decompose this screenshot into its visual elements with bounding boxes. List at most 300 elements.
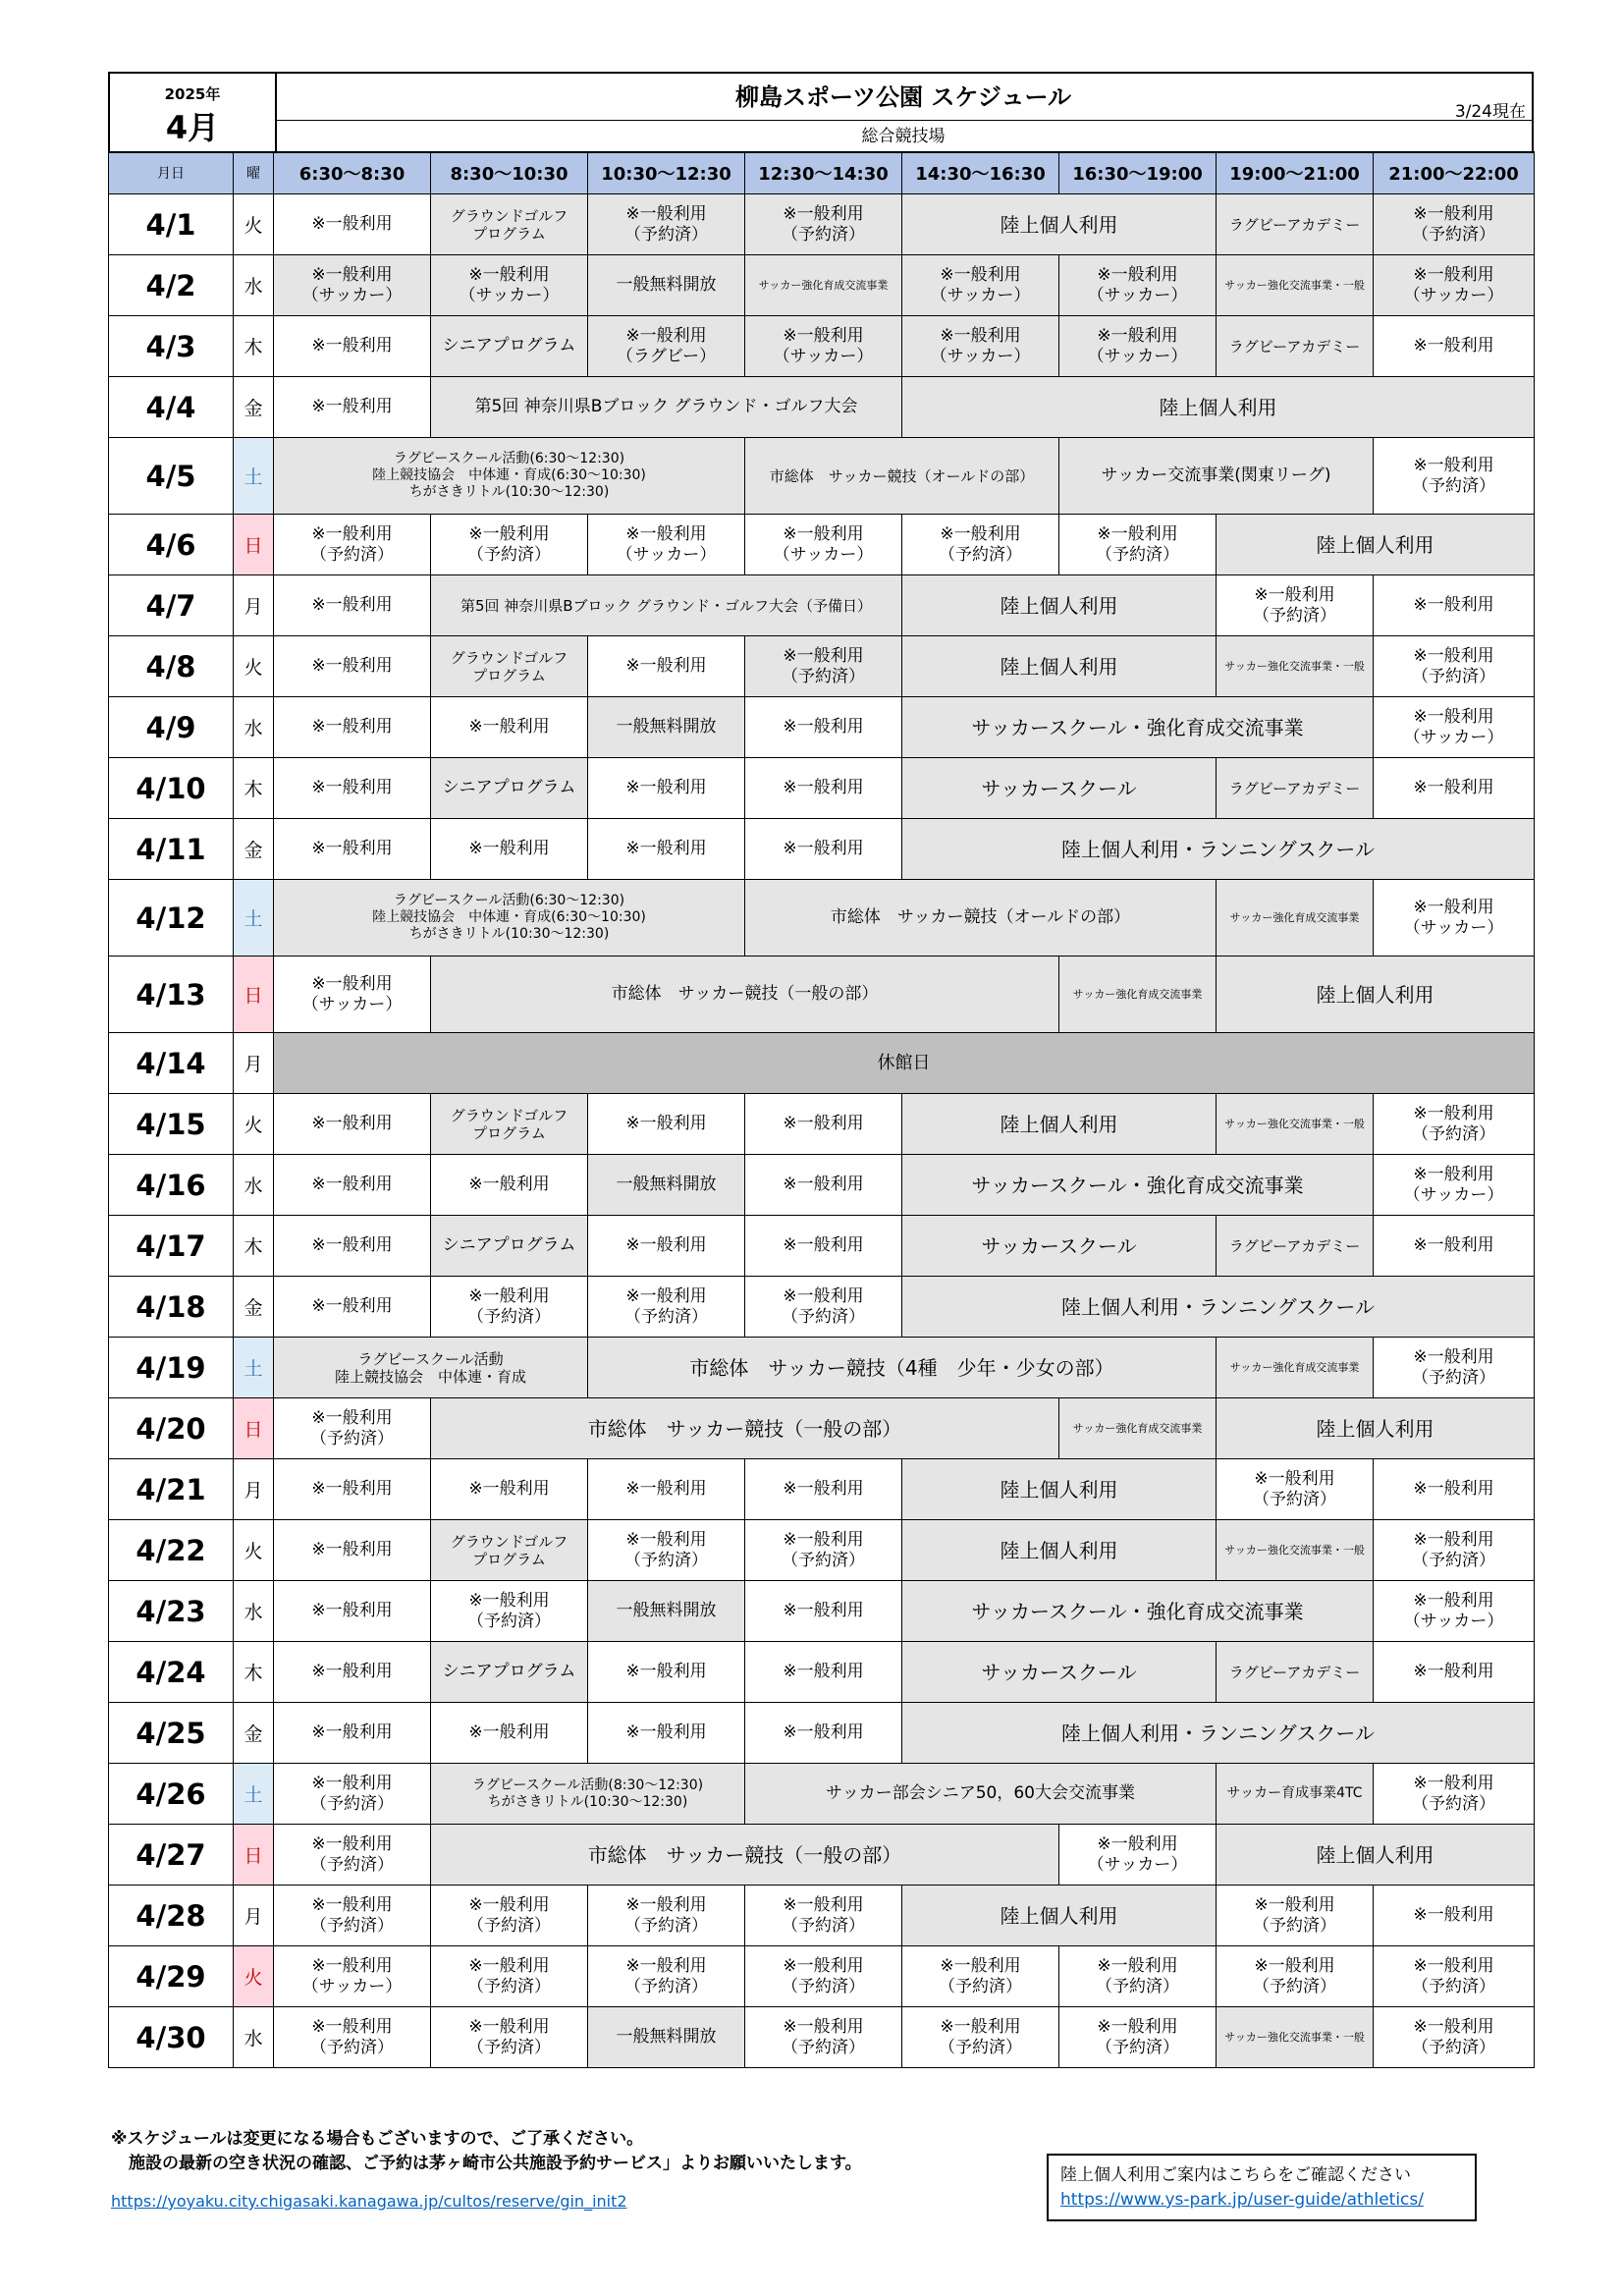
schedule-cell — [588, 697, 745, 758]
row-weekday: 金 — [234, 1277, 274, 1338]
cell-text-line: サッカー強化育成交流事業 — [1229, 1360, 1360, 1374]
schedule-cell — [745, 255, 902, 316]
row-date: 4/28 — [109, 1886, 234, 1946]
schedule-cell — [431, 1581, 588, 1642]
cell-text-line: 第5回 神奈川県Bブロック グラウンド・ゴルフ大会 — [474, 397, 858, 417]
schedule-header — [108, 72, 1534, 153]
schedule-cell — [274, 1946, 431, 2007]
header-slot-2100: 21:00〜22:00 — [1374, 152, 1535, 194]
schedule-cell — [1059, 316, 1217, 377]
schedule-row — [109, 1642, 1535, 1703]
schedule-row — [109, 515, 1535, 575]
cell-text-line: ※一般利用 — [1097, 326, 1178, 347]
cell-text-line: サッカースクール・強化育成交流事業 — [971, 1599, 1304, 1623]
row-weekday: 木 — [234, 1216, 274, 1277]
row-date: 4/12 — [109, 880, 234, 957]
schedule-cell — [1217, 1520, 1374, 1581]
cell-text-line: ※一般利用 — [311, 1175, 393, 1195]
cell-text-line: ※一般利用 — [1413, 646, 1494, 667]
row-date: 4/9 — [109, 697, 234, 758]
schedule-cell — [588, 1094, 745, 1155]
row-date: 4/18 — [109, 1277, 234, 1338]
cell-text-line: （サッカー） — [1403, 917, 1504, 938]
row-weekday: 木 — [234, 758, 274, 819]
cell-text-line: ※一般利用 — [625, 1895, 707, 1916]
schedule-cell — [274, 819, 431, 880]
cell-text-line: ※一般利用 — [311, 1479, 393, 1500]
schedule-cell — [902, 194, 1217, 255]
schedule-cell — [1059, 1398, 1217, 1459]
cell-text-line: プログラム — [472, 1123, 546, 1142]
cell-text-line: プログラム — [472, 1550, 546, 1568]
reservation-link[interactable]: https://yoyaku.city.chigasaki.kanagawa.jp/cultos/reserve/gin_init2 — [111, 2192, 627, 2211]
cell-text-line: ※一般利用 — [625, 656, 707, 677]
cell-text-line: ※一般利用 — [783, 1722, 864, 1743]
cell-text-line: ※一般利用 — [1413, 1235, 1494, 1256]
cell-text-line: ※一般利用 — [625, 1114, 707, 1134]
cell-text-line: ※一般利用 — [625, 1479, 707, 1500]
row-date: 4/8 — [109, 636, 234, 697]
cell-text-line: ※一般利用 — [1413, 898, 1494, 918]
row-date: 4/11 — [109, 819, 234, 880]
schedule-cell — [588, 1946, 745, 2007]
cell-text-line: 陸上個人利用 — [1316, 1416, 1434, 1441]
cell-text-line: （予約済） — [939, 544, 1022, 565]
row-weekday: 日 — [234, 957, 274, 1033]
row-weekday: 月 — [234, 1459, 274, 1520]
cell-text-line: ラグビーアカデミー — [1228, 337, 1361, 355]
schedule-cell — [902, 1459, 1217, 1520]
row-weekday: 土 — [234, 438, 274, 515]
header-slot-1230: 12:30〜14:30 — [745, 152, 902, 194]
header-slot-0630: 6:30〜8:30 — [274, 152, 431, 194]
schedule-cell — [1217, 194, 1374, 255]
cell-text-line: （予約済） — [939, 2037, 1022, 2057]
schedule-cell — [1217, 1338, 1374, 1398]
cell-text-line: サッカースクール・強化育成交流事業 — [971, 715, 1304, 739]
schedule-cell — [431, 1155, 588, 1216]
cell-text-line: （サッカー） — [616, 544, 717, 565]
cell-text-line: ※一般利用 — [1413, 1905, 1494, 1926]
schedule-cell — [431, 1886, 588, 1946]
schedule-cell — [431, 515, 588, 575]
cell-text-line: ※一般利用 — [783, 524, 864, 545]
cell-text-line: （サッカー） — [1403, 1611, 1504, 1631]
schedule-cell — [1374, 1155, 1535, 1216]
schedule-cell — [902, 636, 1217, 697]
row-date: 4/16 — [109, 1155, 234, 1216]
schedule-cell — [431, 758, 588, 819]
schedule-cell — [745, 1094, 902, 1155]
cell-text-line: 陸上個人利用 — [1000, 1477, 1118, 1502]
venue-label: 総合競技場 — [275, 120, 1532, 152]
cell-text-line: 陸上個人利用 — [1000, 593, 1118, 618]
athletics-guide-text: 陸上個人利用ご案内はこちらをご確認ください — [1060, 2165, 1411, 2185]
page-title: 柳島スポーツ公園 スケジュール — [735, 83, 1071, 111]
athletics-guide-box — [1047, 2154, 1477, 2221]
schedule-cell — [902, 575, 1217, 636]
cell-text-line: ※一般利用 — [625, 1286, 707, 1307]
schedule-cell — [1059, 515, 1217, 575]
cell-text-line: 市総体 サッカー競技（一般の部） — [587, 1416, 902, 1441]
cell-text-line: サッカー育成事業4TC — [1226, 1785, 1363, 1802]
schedule-cell — [431, 575, 902, 636]
schedule-row — [109, 819, 1535, 880]
schedule-cell — [1217, 1764, 1374, 1825]
schedule-cell — [902, 1520, 1217, 1581]
cell-text-line: 陸上競技協会 中体連・育成(6:30〜10:30) — [372, 467, 646, 484]
cell-text-line: 陸上個人利用 — [1316, 982, 1434, 1007]
cell-text-line: （予約済） — [1253, 605, 1336, 626]
cell-text-line: （サッカー） — [301, 285, 403, 305]
cell-text-line: ※一般利用 — [783, 646, 864, 667]
schedule-cell — [745, 438, 1059, 515]
cell-text-line: ※一般利用 — [311, 656, 393, 677]
cell-text-line: 陸上個人利用 — [1000, 212, 1118, 237]
schedule-cell — [274, 1520, 431, 1581]
cell-text-line: ※一般利用 — [1413, 778, 1494, 798]
schedule-cell — [274, 1398, 431, 1459]
schedule-cell — [1374, 438, 1535, 515]
row-date: 4/15 — [109, 1094, 234, 1155]
cell-text-line: （予約済） — [624, 1550, 708, 1570]
schedule-cell — [274, 515, 431, 575]
as-of-date: 3/24現在 — [1454, 102, 1526, 122]
cell-text-line: サッカースクール — [981, 1233, 1137, 1258]
schedule-cell — [1374, 1946, 1535, 2007]
schedule-cell — [902, 316, 1059, 377]
cell-text-line: 陸上個人利用 — [1000, 1538, 1118, 1562]
cell-text-line: ※一般利用 — [1413, 204, 1494, 225]
cell-text-line: 陸上個人利用 — [1159, 395, 1277, 419]
cell-text-line: ※一般利用 — [468, 717, 550, 738]
cell-text-line: ※一般利用 — [1097, 1956, 1178, 1977]
cell-text-line: （予約済） — [1253, 1915, 1336, 1936]
schedule-cell — [431, 1216, 588, 1277]
cell-text-line: （予約済） — [782, 224, 865, 245]
cell-text-line: ※一般利用 — [783, 1530, 864, 1551]
cell-text-line: ※一般利用 — [783, 1114, 864, 1134]
cell-text-line: （予約済） — [782, 666, 865, 686]
schedule-cell — [1217, 2007, 1374, 2068]
cell-text-line: ※一般利用 — [311, 336, 393, 356]
cell-text-line: ※一般利用 — [468, 2017, 550, 2038]
cell-text-line: ※一般利用 — [1097, 524, 1178, 545]
schedule-cell — [902, 1216, 1217, 1277]
cell-text-line: ※一般利用 — [783, 204, 864, 225]
schedule-cell — [274, 697, 431, 758]
schedule-cell — [902, 1581, 1374, 1642]
row-date: 4/19 — [109, 1338, 234, 1398]
cell-text-line: シニアプログラム — [442, 1662, 576, 1682]
row-date: 4/30 — [109, 2007, 234, 2068]
schedule-cell — [1217, 515, 1535, 575]
schedule-cell — [1374, 1520, 1535, 1581]
cell-text-line: 陸上競技協会 中体連・育成(6:30〜10:30) — [372, 909, 646, 926]
cell-text-line: シニアプログラム — [442, 778, 576, 798]
row-weekday: 水 — [234, 2007, 274, 2068]
cell-text-line: （予約済） — [939, 1976, 1022, 1996]
schedule-cell — [274, 1094, 431, 1155]
cell-text-line: シニアプログラム — [442, 336, 576, 356]
cell-text-line: ※一般利用 — [1413, 1591, 1494, 1612]
cell-text-line: ※一般利用 — [783, 326, 864, 347]
cell-text-line: ※一般利用 — [783, 1895, 864, 1916]
cell-text-line: ※一般利用 — [1413, 1774, 1494, 1794]
schedule-cell — [588, 316, 745, 377]
cell-text-line: サッカー強化交流事業・一般 — [1224, 659, 1365, 673]
header-date: 月日 — [109, 152, 234, 194]
row-weekday: 水 — [234, 255, 274, 316]
cell-text-line: 陸上個人利用・ランニングスクール — [1061, 837, 1375, 861]
cell-text-line: （予約済） — [1412, 1793, 1495, 1814]
cell-text-line: ※一般利用 — [311, 1601, 393, 1621]
schedule-cell — [431, 957, 1059, 1033]
schedule-cell — [1059, 2007, 1217, 2068]
cell-text-line: （予約済） — [1412, 475, 1495, 496]
schedule-cell — [431, 1398, 1059, 1459]
schedule-row — [109, 697, 1535, 758]
schedule-cell — [902, 515, 1059, 575]
schedule-cell — [274, 957, 431, 1033]
cell-text-line: ※一般利用 — [940, 1956, 1021, 1977]
cell-text-line: （予約済） — [782, 2037, 865, 2057]
schedule-cell — [431, 697, 588, 758]
cell-text-line: 陸上個人利用 — [1000, 654, 1118, 679]
cell-text-line: 市総体 サッカー競技（オールドの部） — [830, 907, 1131, 928]
cell-text-line: 陸上個人利用 — [1316, 1842, 1434, 1867]
cell-text-line: 市総体 サッカー競技（オールドの部） — [769, 466, 1035, 485]
row-weekday: 火 — [234, 1946, 274, 2007]
schedule-cell — [1059, 1825, 1217, 1886]
cell-text-line: ※一般利用 — [468, 839, 550, 859]
schedule-cell — [274, 1338, 588, 1398]
cell-text-line: 一般無料開放 — [616, 717, 717, 738]
cell-text-line: （予約済） — [782, 1550, 865, 1570]
cell-text-line: ※一般利用 — [311, 717, 393, 738]
cell-text-line: サッカー部会シニア50，60大会交流事業 — [826, 1783, 1135, 1804]
row-weekday: 水 — [234, 1581, 274, 1642]
row-weekday: 火 — [234, 194, 274, 255]
schedule-row — [109, 1886, 1535, 1946]
cell-text-line: （ラグビー） — [616, 346, 717, 366]
schedule-row — [109, 575, 1535, 636]
schedule-cell — [588, 1642, 745, 1703]
cell-text-line: ※一般利用 — [311, 1540, 393, 1560]
schedule-cell — [588, 1886, 745, 1946]
cell-text-line: ※一般利用 — [625, 524, 707, 545]
schedule-cell — [1374, 758, 1535, 819]
cell-text-line: サッカー強化育成交流事業 — [1072, 987, 1203, 1001]
cell-text-line: ちがさきリトル(10:30〜12:30) — [408, 483, 610, 500]
schedule-cell — [431, 194, 588, 255]
cell-text-line: ちがさきリトル(10:30〜12:30) — [487, 1793, 688, 1810]
schedule-cell — [745, 636, 902, 697]
cell-text-line: （予約済） — [624, 1915, 708, 1936]
schedule-cell — [431, 377, 902, 438]
schedule-row — [109, 758, 1535, 819]
row-weekday: 月 — [234, 1886, 274, 1946]
cell-text-line: （予約済） — [310, 1854, 394, 1875]
schedule-cell — [745, 697, 902, 758]
schedule-cell — [1059, 957, 1217, 1033]
schedule-row — [109, 1764, 1535, 1825]
cell-text-line: サッカー強化交流事業・一般 — [1224, 1117, 1365, 1130]
column-header-row — [109, 152, 1535, 194]
row-weekday: 金 — [234, 819, 274, 880]
row-weekday: 水 — [234, 1155, 274, 1216]
schedule-row — [109, 377, 1535, 438]
schedule-cell — [274, 194, 431, 255]
schedule-cell — [1217, 1642, 1374, 1703]
cell-text-line: （予約済） — [624, 1306, 708, 1327]
cell-text-line: ※一般利用 — [783, 1479, 864, 1500]
schedule-cell — [1217, 1825, 1535, 1886]
cell-text-line: 市総体 サッカー競技（一般の部） — [611, 984, 879, 1005]
cell-text-line: ※一般利用 — [311, 595, 393, 616]
schedule-cell — [431, 316, 588, 377]
schedule-cell — [902, 1703, 1535, 1764]
schedule-cell — [1374, 1886, 1535, 1946]
schedule-cell — [588, 1338, 1217, 1398]
schedule-cell — [745, 1703, 902, 1764]
cell-text-line: ※一般利用 — [1413, 1165, 1494, 1185]
row-date: 4/22 — [109, 1520, 234, 1581]
header-slot-0830: 8:30〜10:30 — [431, 152, 588, 194]
schedule-cell — [745, 1277, 902, 1338]
row-date: 4/6 — [109, 515, 234, 575]
schedule-cell — [1217, 1398, 1535, 1459]
schedule-cell — [588, 1520, 745, 1581]
schedule-cell — [274, 575, 431, 636]
row-weekday: 日 — [234, 1398, 274, 1459]
schedule-cell — [274, 1459, 431, 1520]
row-date: 4/29 — [109, 1946, 234, 2007]
cell-text-line: ※一般利用 — [1097, 265, 1178, 286]
athletics-guide-link[interactable]: https://www.ys-park.jp/user-guide/athletics/ — [1060, 2189, 1424, 2210]
schedule-cell — [431, 2007, 588, 2068]
cell-text-line: ※一般利用 — [625, 839, 707, 859]
cell-text-line: サッカー強化育成交流事業 — [1229, 910, 1360, 924]
cell-text-line: （予約済） — [1096, 2037, 1179, 2057]
schedule-cell — [274, 1277, 431, 1338]
cell-text-line: ※一般利用 — [625, 204, 707, 225]
cell-text-line: ※一般利用 — [311, 1774, 393, 1794]
row-weekday: 火 — [234, 1520, 274, 1581]
row-date: 4/10 — [109, 758, 234, 819]
schedule-cell — [745, 316, 902, 377]
cell-text-line: ※一般利用 — [311, 1114, 393, 1134]
schedule-cell — [1374, 1581, 1535, 1642]
schedule-cell — [1059, 438, 1374, 515]
schedule-cell — [588, 515, 745, 575]
schedule-cell — [588, 1216, 745, 1277]
schedule-row — [109, 194, 1535, 255]
cell-text-line: ※一般利用 — [1254, 585, 1335, 606]
schedule-cell — [431, 1277, 588, 1338]
cell-text-line: 第5回 神奈川県Bブロック グラウンド・ゴルフ大会（予備日） — [460, 596, 873, 615]
cell-text-line: ラグビースクール活動 — [357, 1349, 504, 1368]
cell-text-line: サッカースクール — [981, 776, 1137, 800]
cell-text-line: ※一般利用 — [1254, 1956, 1335, 1977]
cell-text-line: ※一般利用 — [468, 524, 550, 545]
cell-text-line: （予約済） — [1096, 1976, 1179, 1996]
schedule-cell — [1374, 194, 1535, 255]
schedule-cell — [745, 1459, 902, 1520]
cell-text-line: ※一般利用 — [1413, 1104, 1494, 1124]
cell-text-line: ※一般利用 — [468, 1175, 550, 1195]
cell-text-line: （予約済） — [310, 1428, 394, 1449]
row-date: 4/27 — [109, 1825, 234, 1886]
cell-text-line: ラグビーアカデミー — [1228, 779, 1361, 797]
cell-text-line: 市総体 サッカー競技（4種 少年・少女の部） — [689, 1355, 1114, 1380]
schedule-cell — [1217, 575, 1374, 636]
schedule-cell — [274, 255, 431, 316]
cell-text-line: （サッカー） — [1087, 285, 1188, 305]
footer-note-change: ※スケジュールは変更になる場合もございますので、ご了承ください。 — [111, 2129, 644, 2149]
schedule-cell — [745, 1642, 902, 1703]
schedule-row — [109, 1459, 1535, 1520]
footer-notes — [111, 2127, 862, 2175]
cell-text-line: ※一般利用 — [468, 1479, 550, 1500]
schedule-row — [109, 1094, 1535, 1155]
schedule-cell — [274, 636, 431, 697]
cell-text-line: （予約済） — [310, 2037, 394, 2057]
schedule-cell — [902, 1946, 1059, 2007]
cell-text-line: 陸上個人利用・ランニングスクール — [1061, 1721, 1375, 1745]
cell-text-line: ※一般利用 — [625, 778, 707, 798]
cell-text-line: ※一般利用 — [783, 1286, 864, 1307]
cell-text-line: プログラム — [472, 224, 546, 243]
row-date: 4/13 — [109, 957, 234, 1033]
row-weekday: 木 — [234, 316, 274, 377]
schedule-cell — [1059, 1946, 1217, 2007]
cell-text-line: （サッカー） — [1403, 1184, 1504, 1205]
schedule-cell — [1374, 2007, 1535, 2068]
cell-text-line: ※一般利用 — [1413, 595, 1494, 616]
cell-text-line: サッカー交流事業(関東リーグ) — [1101, 465, 1331, 486]
schedule-cell — [745, 758, 902, 819]
schedule-cell — [902, 377, 1535, 438]
month-label: 4月 — [165, 109, 220, 146]
cell-text-line: ※一般利用 — [311, 1662, 393, 1682]
cell-text-line: ※一般利用 — [783, 1601, 864, 1621]
cell-text-line: ※一般利用 — [1413, 265, 1494, 286]
cell-text-line: サッカー強化交流事業・一般 — [1224, 1543, 1365, 1557]
row-date: 4/20 — [109, 1398, 234, 1459]
cell-text-line: ちがさきリトル(10:30〜12:30) — [408, 925, 610, 942]
year-month-box — [110, 74, 277, 151]
schedule-cell — [1217, 636, 1374, 697]
schedule-cell — [431, 819, 588, 880]
schedule-row — [109, 316, 1535, 377]
schedule-cell — [274, 2007, 431, 2068]
schedule-cell — [1374, 636, 1535, 697]
row-weekday: 日 — [234, 1825, 274, 1886]
cell-text-line: ※一般利用 — [940, 2017, 1021, 2038]
schedule-cell — [1374, 1338, 1535, 1398]
schedule-row — [109, 1155, 1535, 1216]
schedule-cell — [431, 1825, 1059, 1886]
cell-text-line: ※一般利用 — [311, 1895, 393, 1916]
row-date: 4/1 — [109, 194, 234, 255]
schedule-cell — [902, 255, 1059, 316]
cell-text-line: （予約済） — [1412, 1976, 1495, 1996]
schedule-row — [109, 1216, 1535, 1277]
schedule-cell — [1217, 758, 1374, 819]
row-weekday: 金 — [234, 377, 274, 438]
cell-text-line: サッカー強化交流事業・一般 — [1224, 278, 1365, 292]
